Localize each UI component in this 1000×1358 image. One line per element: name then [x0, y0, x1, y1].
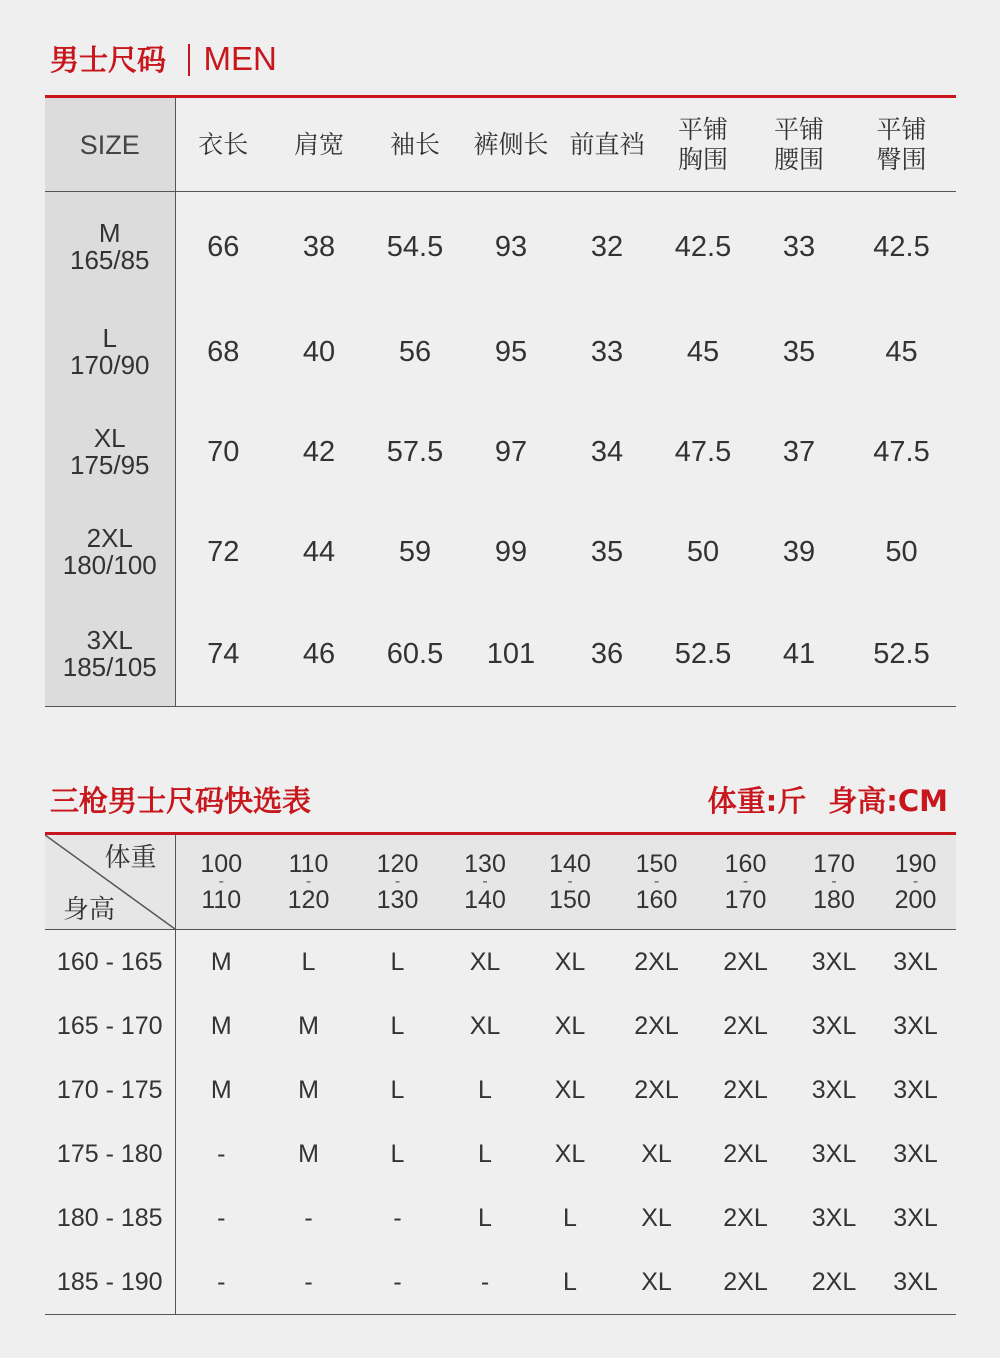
measure-value: 37	[782, 435, 816, 468]
height-range-cell: 175 - 180	[45, 1122, 175, 1186]
corner-height-label: 身高	[63, 895, 116, 925]
weight-to: 130	[376, 886, 419, 914]
size-row	[45, 602, 956, 707]
size-cell: 3XL	[893, 1075, 938, 1104]
measure-value: 57.5	[386, 435, 444, 468]
size-cell: 3XL	[893, 1203, 938, 1232]
measure-value: 99	[494, 535, 528, 568]
measure-header: 平铺 臀围	[847, 97, 956, 192]
measure-header: 平铺 腰围	[751, 97, 847, 192]
measure-value: 42.5	[674, 230, 732, 263]
size-cell: L	[301, 947, 316, 976]
height-range-cell: 160 - 165	[45, 930, 175, 995]
size-cell: -	[304, 1267, 313, 1296]
weight-range-header	[615, 834, 698, 930]
size-name: 3XL	[86, 625, 133, 655]
weight-to: 120	[287, 886, 330, 914]
measure-value: 59	[398, 535, 432, 568]
quick-select-table	[45, 832, 956, 1315]
size-label-cell	[45, 602, 175, 707]
measure-header: 袖长	[367, 97, 463, 192]
measure-value: 45	[885, 335, 918, 368]
measure-value: 50	[885, 535, 918, 568]
measure-value: 34	[590, 435, 624, 468]
men-size-title	[50, 41, 277, 78]
measure-value: 38	[302, 230, 336, 263]
size-cell: -	[393, 1267, 402, 1296]
size-range: 180/100	[62, 550, 157, 580]
size-label-cell	[45, 192, 175, 303]
size-cell: M	[210, 1075, 232, 1104]
weight-from: 150	[635, 850, 678, 878]
quick-select-body	[45, 930, 956, 1315]
size-cell: 3XL	[811, 1011, 857, 1040]
size-chart-body	[45, 192, 956, 707]
size-cell: 2XL	[723, 1203, 768, 1232]
measure-value: 41	[782, 637, 816, 670]
size-cell: -	[393, 1203, 402, 1232]
measure-value: 46	[302, 637, 336, 670]
size-cell: 2XL	[723, 1011, 768, 1040]
unit-weight: 体重:斤	[707, 784, 807, 818]
measure-value: 72	[207, 535, 240, 568]
size-name: 2XL	[86, 523, 133, 553]
size-cell: L	[390, 1139, 405, 1168]
measure-value: 70	[207, 435, 240, 468]
measure-value: 47.5	[674, 435, 732, 468]
size-chart-table	[45, 95, 956, 707]
weight-dash: -	[831, 873, 837, 890]
size-cell: -	[304, 1203, 313, 1232]
weight-dash: -	[482, 873, 488, 890]
height-range-cell: 185 - 190	[45, 1250, 175, 1315]
size-cell: L	[478, 1075, 492, 1104]
weight-to: 160	[635, 886, 678, 914]
measure-value: 66	[207, 230, 240, 263]
measure-value: 44	[302, 535, 336, 568]
size-cell: 3XL	[893, 1139, 938, 1168]
size-range: 165/85	[69, 245, 150, 275]
size-cell: XL	[641, 1203, 672, 1232]
size-cell: XL	[641, 1267, 672, 1296]
measure-value: 97	[494, 435, 528, 468]
size-range: 185/105	[62, 652, 157, 682]
size-cell: XL	[554, 1011, 586, 1040]
size-cell: XL	[641, 1139, 672, 1168]
measure-value: 42	[302, 435, 336, 468]
weight-range-header	[350, 834, 445, 930]
weight-range-header	[267, 834, 350, 930]
corner-cell	[45, 834, 175, 930]
size-range: 170/90	[69, 350, 150, 380]
measure-header: 平铺 胸围	[655, 97, 751, 192]
weight-to: 110	[201, 886, 242, 914]
measure-value: 33	[590, 335, 624, 368]
quick-row	[45, 1122, 956, 1186]
weight-dash: -	[305, 873, 312, 890]
size-cell: 2XL	[723, 1267, 768, 1296]
size-cell: 2XL	[634, 947, 679, 976]
size-cell: 3XL	[893, 1011, 938, 1040]
weight-to: 170	[724, 886, 767, 914]
weight-dash: -	[912, 873, 919, 890]
size-cell: L	[478, 1139, 492, 1168]
weight-range-header	[445, 834, 525, 930]
size-range: 175/95	[69, 450, 150, 480]
size-cell: L	[390, 1011, 405, 1040]
measure-value: 40	[302, 335, 336, 368]
measure-value: 33	[782, 230, 816, 263]
measure-value: 42.5	[873, 230, 930, 263]
weight-range-header	[698, 834, 793, 930]
size-cell: -	[217, 1139, 226, 1168]
weight-dash: -	[653, 873, 660, 890]
weight-to: 180	[813, 886, 855, 914]
size-cell: -	[217, 1203, 226, 1232]
weight-range-header	[525, 834, 615, 930]
measure-value: 54.5	[386, 230, 444, 263]
size-cell: 3XL	[811, 1203, 857, 1232]
measure-value: 101	[486, 637, 536, 670]
measure-value: 56	[398, 335, 432, 368]
size-row	[45, 302, 956, 402]
quick-row	[45, 994, 956, 1058]
measure-header: 前直裆	[559, 97, 655, 192]
weight-to: 140	[464, 886, 506, 914]
measure-value: 35	[782, 335, 816, 368]
size-label-cell	[45, 302, 175, 402]
measure-header: 衣长	[175, 97, 271, 192]
weight-from: 170	[813, 850, 855, 878]
size-row	[45, 502, 956, 602]
weight-dash: -	[218, 873, 224, 890]
size-cell: XL	[469, 947, 501, 976]
size-row	[45, 192, 956, 303]
size-cell: L	[390, 1075, 405, 1104]
size-cell: M	[298, 1011, 319, 1040]
size-cell: L	[563, 1203, 577, 1232]
size-cell: L	[478, 1203, 492, 1232]
size-cell: M	[210, 1011, 232, 1040]
weight-from: 120	[376, 850, 419, 878]
size-cell: L	[563, 1267, 577, 1296]
size-cell: 3XL	[893, 1267, 938, 1296]
weight-range-header	[793, 834, 875, 930]
size-cell: 3XL	[811, 947, 857, 976]
unit-height: 身高:CM	[828, 784, 948, 818]
size-cell: M	[210, 947, 232, 976]
measure-value: 39	[782, 535, 816, 568]
measure-value: 68	[207, 335, 240, 368]
measure-header: 裤侧长	[463, 97, 559, 192]
measure-value: 32	[590, 230, 624, 263]
size-cell: L	[390, 947, 405, 976]
measure-value: 93	[494, 230, 528, 263]
measure-value: 45	[686, 335, 720, 368]
size-name: XL	[93, 423, 126, 453]
quick-row	[45, 1186, 956, 1250]
weight-from: 160	[724, 850, 767, 878]
measure-value: 52.5	[873, 637, 930, 670]
measure-value: 36	[590, 637, 624, 670]
size-chart-header-row	[45, 97, 956, 192]
quick-select-title: 三枪男士尺码快选表	[50, 784, 312, 818]
size-cell: XL	[469, 1011, 501, 1040]
measure-header: 肩宽	[271, 97, 367, 192]
size-cell: 2XL	[634, 1075, 679, 1104]
title-cn: 男士尺码	[50, 43, 167, 77]
size-cell: 2XL	[723, 1139, 768, 1168]
size-cell: 2XL	[723, 947, 768, 976]
size-cell: 2XL	[723, 1075, 768, 1104]
measure-value: 50	[686, 535, 720, 568]
size-cell: M	[298, 1139, 319, 1168]
size-name: M	[98, 218, 121, 248]
weight-from: 140	[549, 850, 591, 878]
weight-dash: -	[742, 873, 749, 890]
title-en: MEN	[203, 40, 277, 77]
weight-to: 150	[549, 886, 591, 914]
measure-value: 52.5	[674, 637, 732, 670]
corner-weight-label: 体重	[104, 843, 157, 873]
weight-range-header	[875, 834, 956, 930]
weight-from: 100	[200, 850, 243, 878]
weight-dash: -	[394, 873, 401, 890]
size-cell: -	[480, 1267, 490, 1296]
measure-value: 47.5	[873, 435, 930, 468]
size-cell: 2XL	[811, 1267, 857, 1296]
size-row	[45, 402, 956, 502]
measure-value: 35	[590, 535, 624, 568]
unit-legend	[708, 783, 948, 819]
weight-from: 110	[288, 850, 329, 878]
height-range-cell: 170 - 175	[45, 1058, 175, 1122]
weight-range-header	[175, 834, 267, 930]
weight-from: 130	[464, 850, 506, 878]
quick-row	[45, 1250, 956, 1315]
height-range-cell: 180 - 185	[45, 1186, 175, 1250]
quick-row	[45, 930, 956, 995]
weight-to: 200	[894, 886, 937, 914]
height-range-cell: 165 - 170	[45, 994, 175, 1058]
size-cell: XL	[554, 947, 586, 976]
size-header: SIZE	[45, 97, 175, 192]
size-cell: 3XL	[811, 1139, 857, 1168]
measure-value: 74	[207, 637, 240, 670]
quick-select-header-row	[45, 834, 956, 930]
size-cell: XL	[554, 1139, 586, 1168]
size-cell: XL	[554, 1075, 586, 1104]
weight-dash: -	[567, 873, 573, 890]
measure-value: 95	[494, 335, 528, 368]
size-cell: 3XL	[811, 1075, 857, 1104]
weight-from: 190	[894, 850, 937, 878]
size-cell: 2XL	[634, 1011, 679, 1040]
size-cell: M	[298, 1075, 319, 1104]
size-label-cell	[45, 402, 175, 502]
quick-row	[45, 1058, 956, 1122]
size-label-cell	[45, 502, 175, 602]
size-cell: -	[217, 1267, 226, 1296]
size-name: L	[102, 323, 117, 353]
measure-value: 60.5	[386, 637, 444, 670]
size-cell: 3XL	[893, 947, 938, 976]
title-divider	[188, 44, 190, 76]
